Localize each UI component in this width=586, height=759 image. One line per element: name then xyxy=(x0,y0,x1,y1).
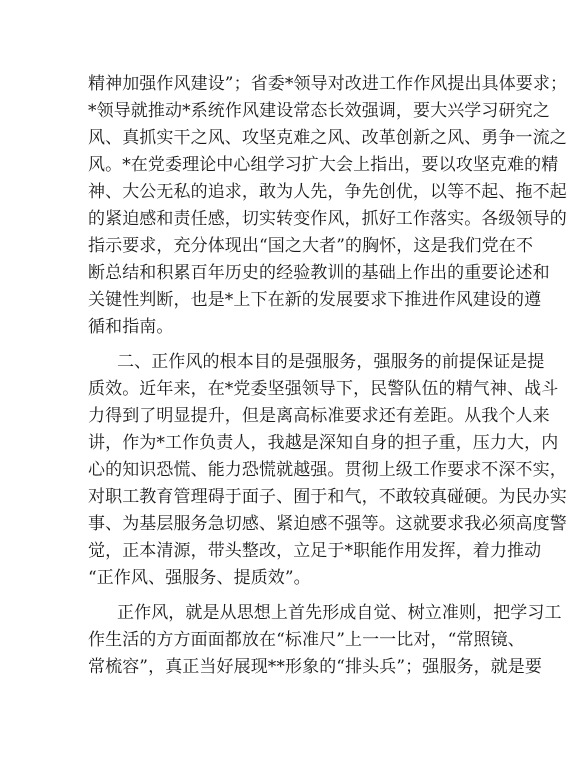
text-line: 指示要求，充分体现出“国之大者”的胸怀，这是我们党在不 xyxy=(88,236,534,256)
text-line: 作生活的方方面面都放在“标准尺”上一一比对，“常照镜、 xyxy=(88,630,525,650)
text-line: 讲，作为*工作负责人，我越是深知自身的担子重，压力大，内 xyxy=(88,433,559,453)
text-line: 质效。近年来，在*党委坚强领导下，民警队伍的精气神、战斗 xyxy=(88,379,559,399)
text-line: 力得到了明显提升，但是离高标准要求还有差距。从我个人来 xyxy=(88,406,550,426)
text-line: 觉，正本清源，带头整改，立足于*职能作用发挥，着力推动 xyxy=(88,541,542,561)
text-line: 风。*在党委理论中心组学习扩大会上指出，要以攻坚克难的精 xyxy=(88,155,559,175)
text-line: 循和指南。 xyxy=(88,317,174,337)
text-line: 风、真抓实干之风、攻坚克难之风、改革创新之风、勇争一流之 xyxy=(88,128,567,148)
text-line: 的紧迫感和责任感，切实转变作风，抓好工作落实。各级领导的 xyxy=(88,209,567,229)
text-line: 关键性判断，也是*上下在新的发展要求下推进作风建设的遵 xyxy=(88,290,542,310)
text-line: 心的知识恐慌、能力恐慌就越强。贯彻上级工作要求不深不实， xyxy=(88,460,567,480)
text-line: “正作风、强服务、提质效”。 xyxy=(88,568,311,588)
text-line: 神、大公无私的追求，敢为人先，争先创优，以等不起、拖不起 xyxy=(88,182,567,202)
text-line: 精神加强作风建设”；省委*领导对改进工作作风提出具体要求； xyxy=(88,74,568,94)
text-line: *领导就推动*系统作风建设常态长效强调，要大兴学习研究之 xyxy=(88,101,550,121)
text-line: 事、为基层服务急切感、紧迫感不强等。这就要求我必须高度警 xyxy=(88,514,567,534)
text-line: 断总结和积累百年历史的经验教训的基础上作出的重要论述和 xyxy=(88,263,550,283)
paragraph-heading-line: 二、正作风的根本目的是强服务，强服务的前提保证是提 xyxy=(117,352,545,372)
paragraph-first-line: 正作风，就是从思想上首先形成自觉、树立准则，把学习工 xyxy=(117,603,562,623)
text-line: 对职工教育管理碍于面子、囿于和气，不敢较真碰硬。为民办实 xyxy=(88,487,567,507)
text-line: 常梳容”，真正当好展现**形象的“排头兵”；强服务，就是要 xyxy=(88,657,542,677)
